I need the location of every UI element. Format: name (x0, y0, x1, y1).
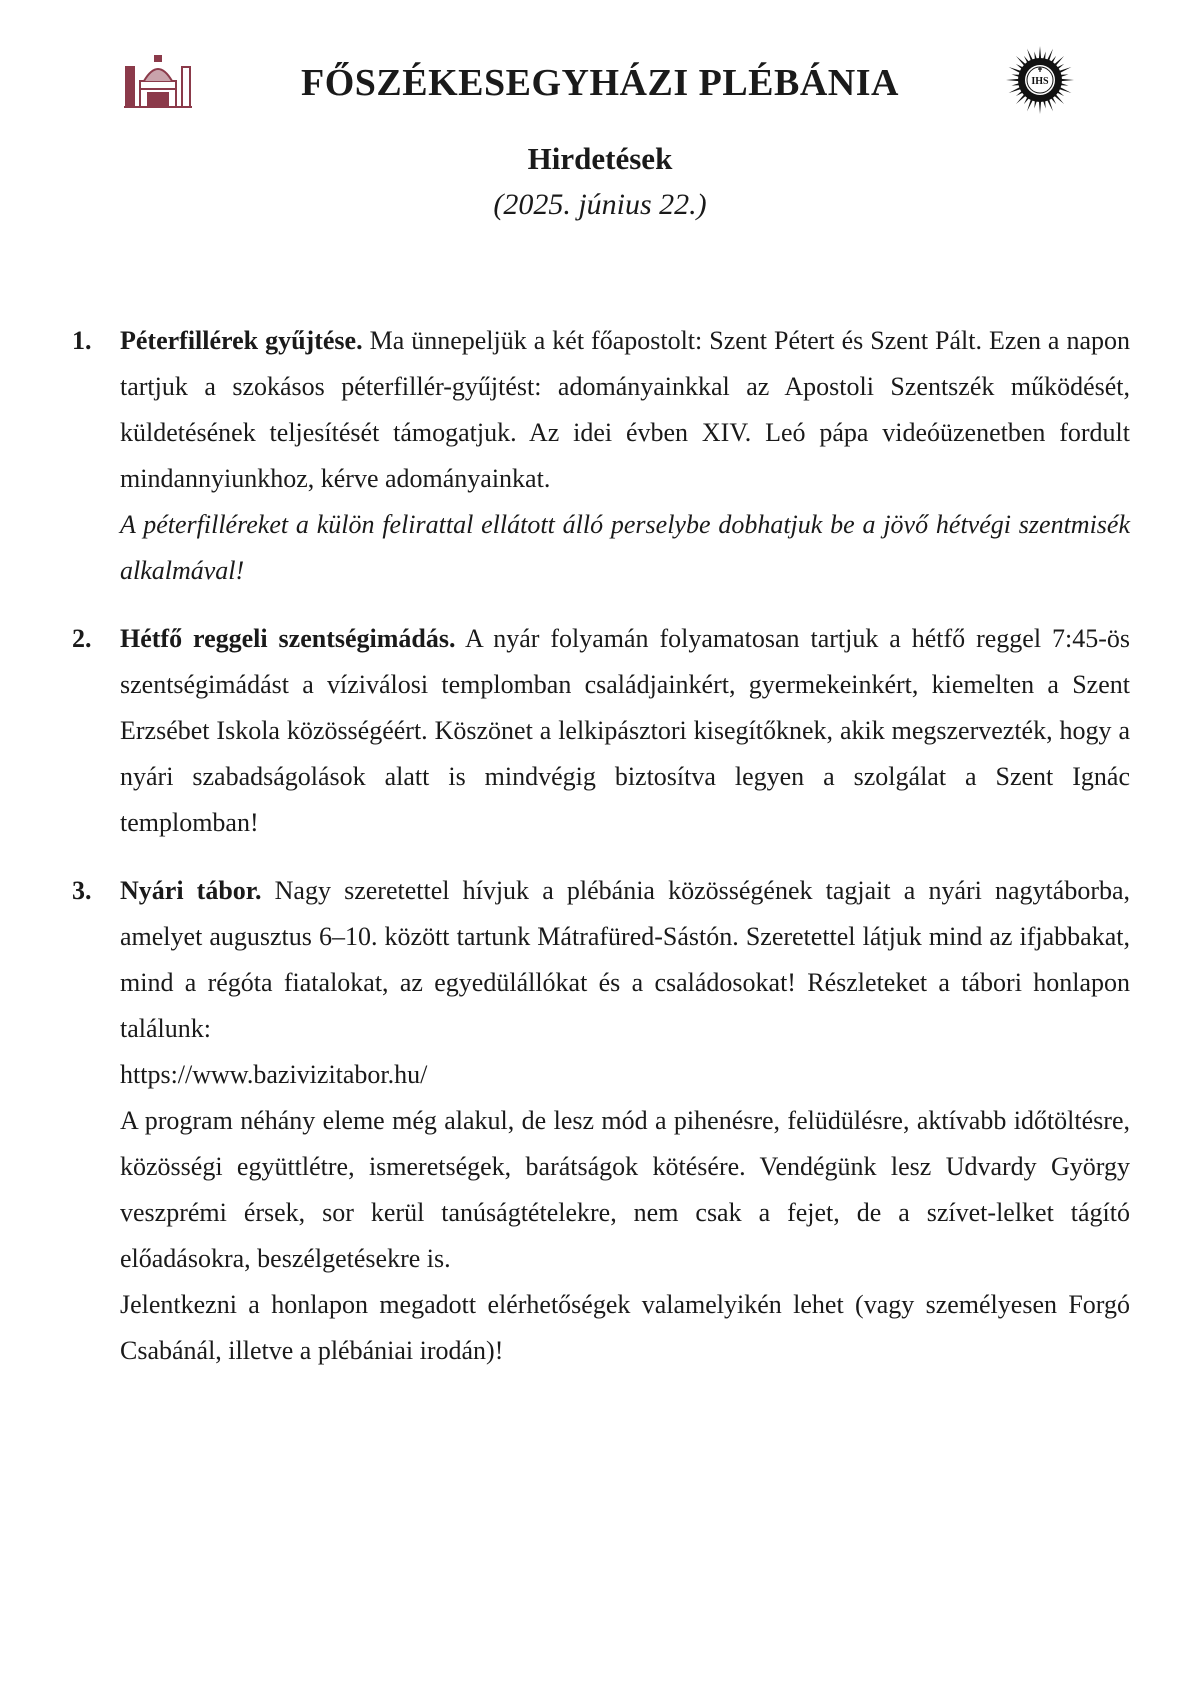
item-number: 2. (72, 624, 92, 653)
item-title: Péterfillérek gyűjtése. (120, 326, 363, 355)
sunburst-ray (1027, 49, 1033, 62)
sunburst-ray (1047, 98, 1053, 111)
announcements-heading: Hirdetések (527, 141, 673, 176)
ihs-sunburst-icon (1005, 45, 1075, 115)
announcement-item (72, 868, 1130, 1374)
sunburst-ray (1027, 98, 1033, 111)
item-text: A nyár folyamán folyamatosan tartjuk a hétfő reggel 7:45-ös szentségimádást a víziválosi templomban családjainkért, gyermekeinkért, kiemelten a Szent Erzsébet Iskola közösségéért. Köszönet a lelkipásztori kisegítőknek, akik megszervezték, hogy a nyári szabadságolások alatt is mindvégig biztosítva legyen a szolgálat a Szent Ignác templomban! (120, 624, 1130, 837)
sunburst-ray (1006, 79, 1020, 81)
sunburst-ray (1060, 79, 1074, 81)
camp-website-link[interactable]: https://www.bazivizitabor.hu/ (120, 1060, 428, 1089)
item-title: Nyári tábor. (120, 876, 262, 905)
sunburst-ray (1047, 49, 1053, 62)
item-text: Ma ünnepeljük a két főapostolt: Szent Pétert és Szent Pált. Ezen a napon tartjuk a szokásos péterfillér-gyűjtést: adományainkkal az Apostoli Szentszék működését, küldetésének teljesítését támogatjuk. Az idei évben XIV. Leó pápa videóüzenetben fordult mindannyiunkhoz, kérve adományainkat. (120, 326, 1131, 493)
page-title: FŐSZÉKESEGYHÁZI PLÉBÁNIA (301, 62, 899, 104)
item-number: 1. (72, 326, 92, 355)
sunburst-ray (1058, 87, 1071, 93)
ihs-logo-text: IHS (1031, 76, 1049, 87)
item-paragraph: Jelentkezni a honlapon megadott elérhetőségek valamelyikén lehet (vagy személyesen Forgó Csabánál, illetve a plébániai irodán)! (120, 1290, 1130, 1365)
announcement-item (72, 616, 1130, 846)
announcement-date: (2025. június 22.) (493, 188, 707, 221)
sunburst-ray (1009, 67, 1022, 73)
page-header (0, 55, 1200, 125)
item-number: 3. (72, 876, 92, 905)
sunburst-ray (1058, 67, 1071, 73)
item-text: Nagy szeretettel hívjuk a plébánia közösségének tagjait a nyári nagytáborba, amelyet augusztus 6–10. között tartunk Mátrafüred-Sástón. Szeretettel látjuk mind az ifjabbakat, mind a régóta fiatalokat, az egyedülállókat és a családosokat! Részleteket a tábori honlapon találunk: (120, 876, 1131, 1043)
sunburst-ray (1009, 87, 1022, 93)
announcement-item (72, 318, 1130, 594)
item-title: Hétfő reggeli szentségimádás. (120, 624, 456, 653)
announcement-list (72, 318, 1130, 1374)
item-paragraph: A program néhány eleme még alakul, de lesz mód a pihenésre, felüdülésre, aktívabb időtöltésre, közösségi együttlétre, ismeretségek, barátságok kötésére. Vendégünk lesz Udvardy György veszprémi érsek, sor kerül tanúságtételekre, nem csak a fejet, de a szívet-lelket tágító előadásokra, beszélgetésekre is. (120, 1106, 1130, 1273)
sunburst-ray (1039, 100, 1041, 114)
sunburst-ray (1039, 46, 1041, 60)
item-note: A péterfilléreket a külön felirattal ellátott álló perselybe dobhatjuk be a jövő hétvégi szentmisék alkalmával! (120, 510, 1130, 585)
